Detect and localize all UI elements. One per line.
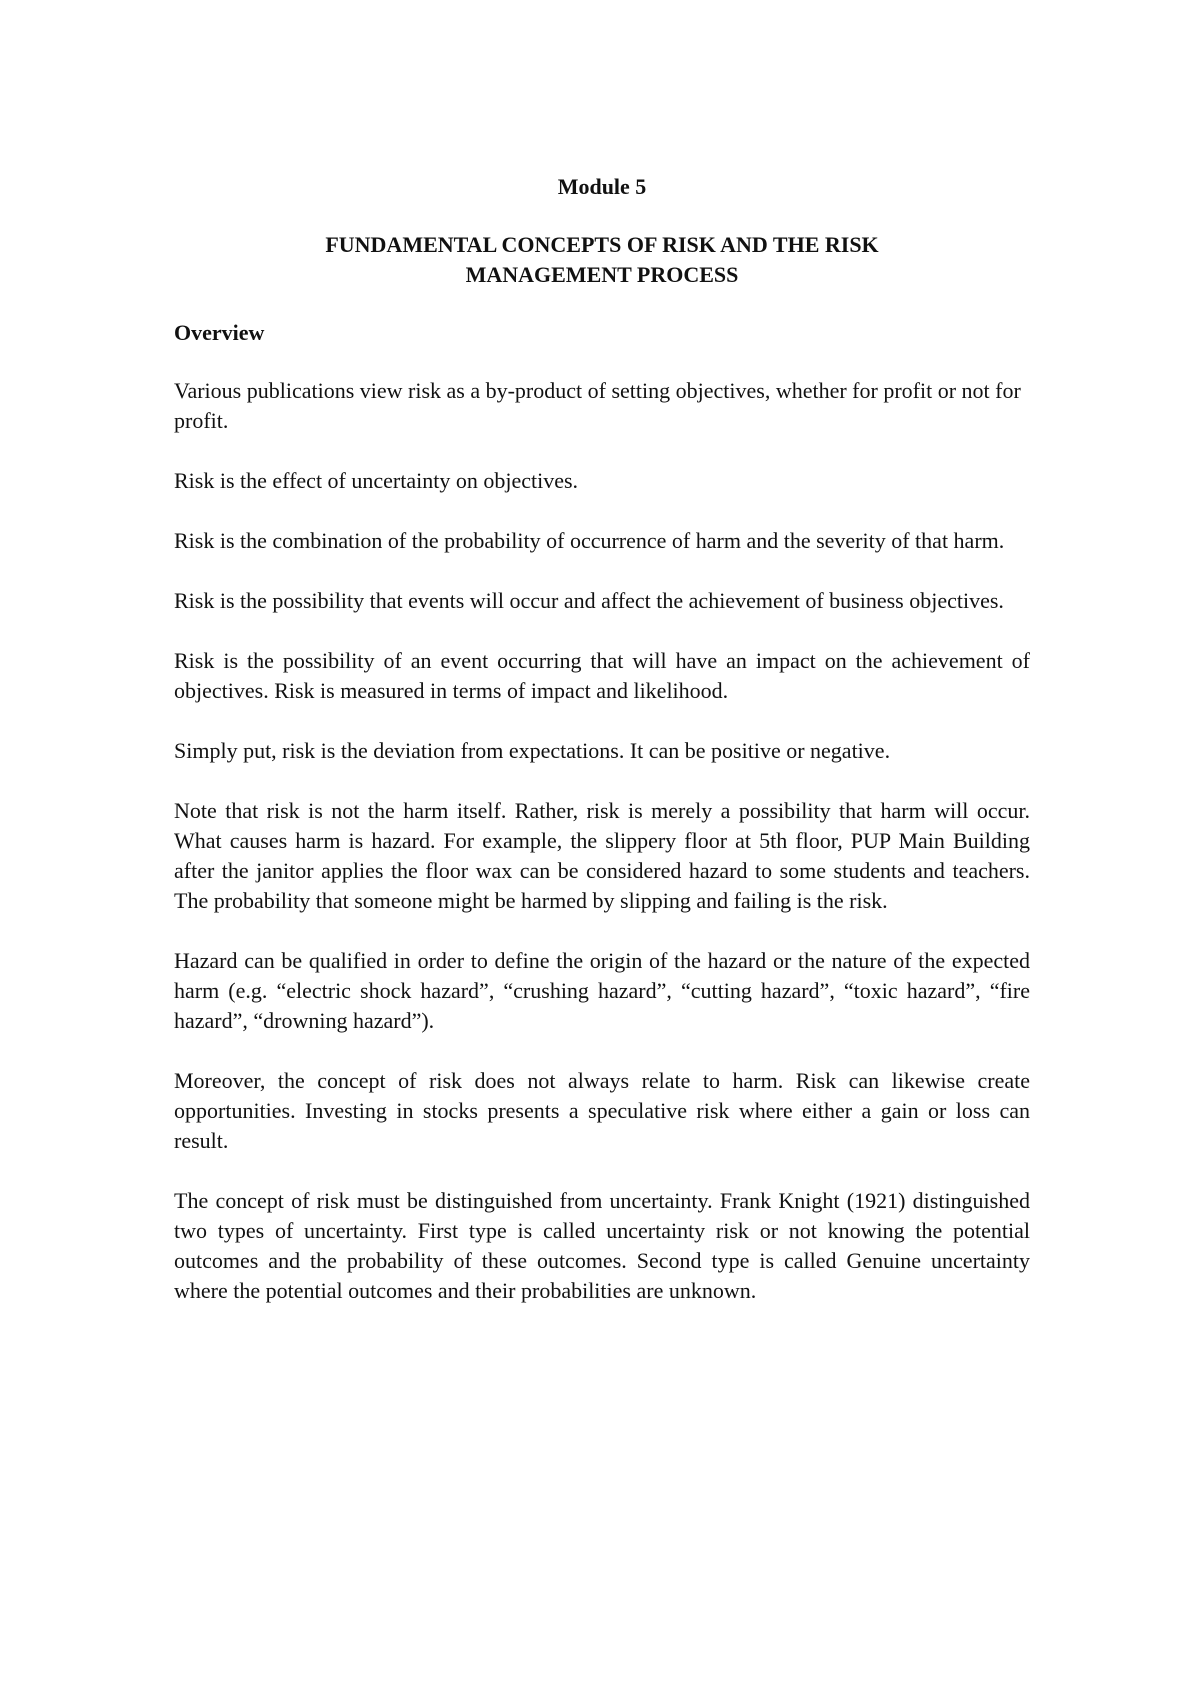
page-title-line-1: FUNDAMENTAL CONCEPTS OF RISK AND THE RISK xyxy=(325,232,879,257)
paragraph-effect-of-uncertainty: Risk is the effect of uncertainty on objectives. xyxy=(174,468,579,493)
paragraph-probability-severity: Risk is the combination of the probability of occurrence of harm and the severity of that harm. xyxy=(174,528,1005,553)
paragraph-business-objectives: Risk is the possibility that events will occur and affect the achievement of business objectives. xyxy=(174,588,1004,613)
paragraph-impact-likelihood: Risk is the possibility of an event occurring that will have an impact on the achievement of objectives. Risk is measured in terms of impact and likelihood. xyxy=(174,648,1030,703)
document-page xyxy=(174,172,1030,1336)
paragraph-publications-view: Various publications view risk as a by-product of setting objectives, whether for profit or not for profit. xyxy=(174,378,1021,433)
paragraph-uncertainty-types: The concept of risk must be distinguished from uncertainty. Frank Knight (1921) distinguished two types of uncertainty. First type is called uncertainty risk or not knowing the potential outcomes and the probability of these outcomes. Second type is called Genuine uncertainty where the potential outcomes and their probabilities are unknown. xyxy=(174,1188,1030,1303)
paragraph-hazard-qualified: Hazard can be qualified in order to define the origin of the hazard or the nature of the expected harm (e.g. “electric shock hazard”, “crushing hazard”, “cutting hazard”, “toxic hazard”, “fire hazard”, “drowning hazard”). xyxy=(174,948,1030,1033)
module-label: Module 5 xyxy=(557,174,647,199)
paragraph-opportunities: Moreover, the concept of risk does not always relate to harm. Risk can likewise create opportunities. Investing in stocks presents a speculative risk where either a gain or loss can result. xyxy=(174,1068,1030,1153)
section-heading-overview: Overview xyxy=(174,320,265,345)
page-title xyxy=(174,230,1030,290)
paragraph-hazard-example: Note that risk is not the harm itself. Rather, risk is merely a possibility that harm will occur. What causes harm is hazard. For example, the slippery floor at 5th floor, PUP Main Building after the janitor applies the floor wax can be considered hazard to some students and teachers. The probability that someone might be harmed by slipping and failing is the risk. xyxy=(174,798,1030,913)
page-title-line-2: MANAGEMENT PROCESS xyxy=(465,262,739,287)
paragraph-deviation: Simply put, risk is the deviation from expectations. It can be positive or negative. xyxy=(174,738,891,763)
